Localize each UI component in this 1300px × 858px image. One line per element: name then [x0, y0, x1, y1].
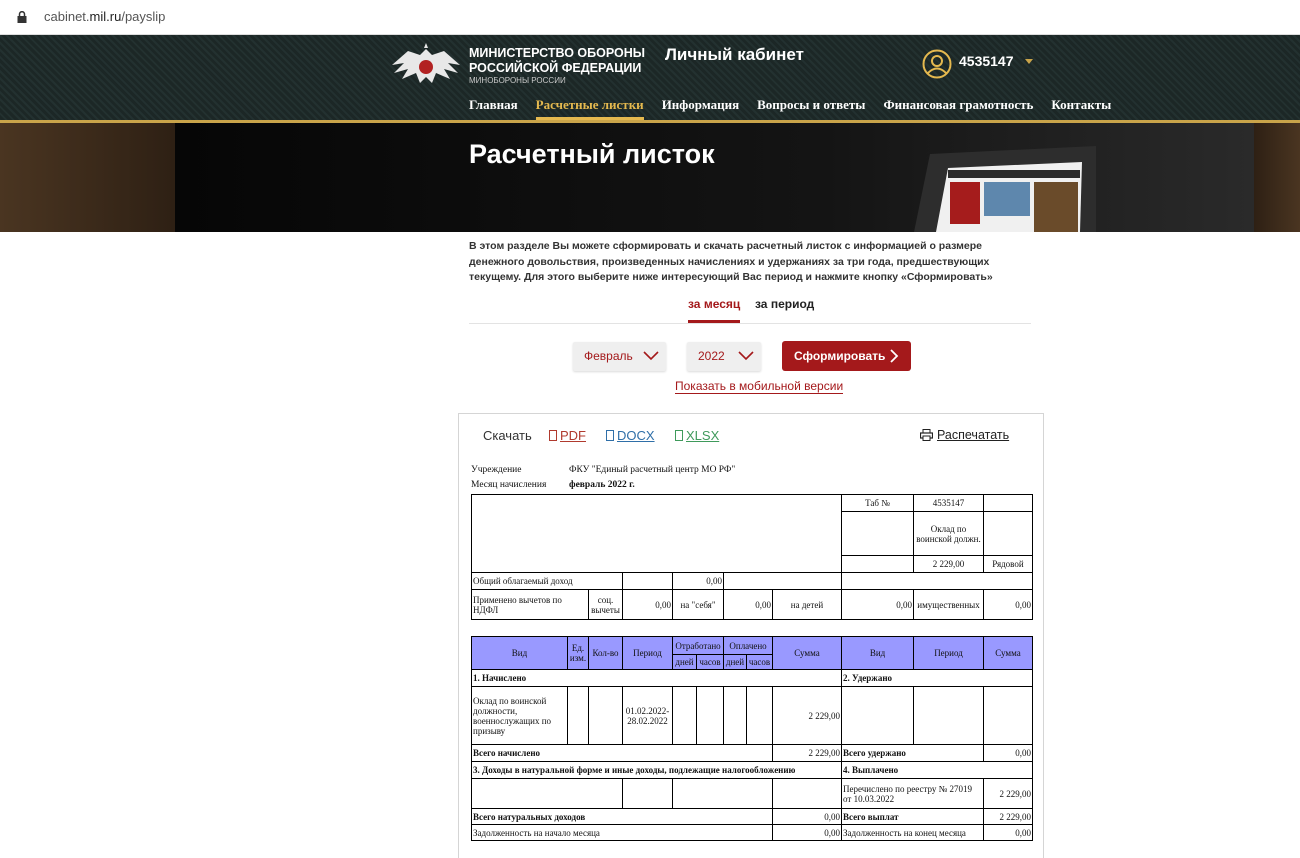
tab-month[interactable]: за месяц	[688, 297, 740, 323]
nav-financial-literacy[interactable]: Финансовая грамотность	[883, 97, 1034, 112]
tab-number: 4535147	[914, 495, 984, 512]
summary-table: Таб № 4535147 Оклад по воинской должн. 2 229,00 Рядовой Общий облагаемый доход 0,00 Применено вычетов по НДФЛ соц. вычеты 0,00 на "себя" 0,00 на детей 0,00 имущественных 0,00	[471, 494, 1033, 620]
payslip-document: Скачать PDF DOCX XLSX Распечатать Учреждение ФКУ "Единый расчетный центр МО РФ" Месяц начисления февраль 2022 г. Таб № 4535147 Оклад по воинской должн. 2 229,00 Рядовой Общий облагаемый доход 0,00 Применено вычетов по НДФЛ соц. вычеты 0,00 на "себя" 0,00 на детей 0,00 имущественных 0,00 Вид Ед. изм. Кол-во Период Отработано Оплачено Сумма Вид Период Сумма дней часов дней часов 1. Начислено 2. Удержано Оклад по воинской должности, военнослужащих по призыву 01.02.2022-28.02.2022 2 229,00 Всего начислено 2 229,00 Всего удержано 0,00 3. Доходы в натуральной форме и иные доходы, подлежащие налогообложению 4. Выплачено Перечислено по реестру № 27019 от 10.03.2022 2 229,00 Всего натуральных доходов 0,00 Всего выплат 2 229,00 Задолженность на начало месяца 0,00 Задолженность на конец месяца 0,00	[458, 413, 1044, 858]
accrual-kind: Оклад по воинской должности, военнослужащих по призыву	[472, 687, 568, 745]
chevron-right-icon	[889, 349, 899, 363]
generate-button[interactable]	[782, 341, 911, 371]
download-label: Скачать	[483, 428, 532, 443]
nav-faq[interactable]: Вопросы и ответы	[757, 97, 866, 112]
mobile-version-link[interactable]: Показать в мобильной версии	[675, 379, 844, 393]
intro-text: В этом разделе Вы можете сформировать и скачать расчетный листок с информацией о размере денежного довольствия, произведенных начислениях и удержаниях за три года, предшествующих текущему. Для этого выберите ниже интересующий Вас период и нажмите кнопку «Сформировать»	[469, 240, 993, 283]
printer-icon	[920, 429, 933, 441]
url-text[interactable]: cabinet.mil.ru/payslip	[44, 9, 166, 24]
laptop-illustration	[900, 146, 1100, 232]
main-nav	[469, 97, 1129, 119]
download-pdf-link[interactable]: PDF	[549, 428, 586, 443]
docx-file-icon	[606, 430, 614, 441]
eagle-emblem-icon[interactable]	[390, 43, 462, 91]
download-xlsx-link[interactable]: XLSX	[675, 428, 719, 443]
period-tabs	[469, 294, 1031, 324]
year-select[interactable]	[687, 342, 761, 371]
nav-home[interactable]: Главная	[469, 97, 518, 112]
user-avatar-icon[interactable]	[922, 49, 952, 79]
nav-payslips[interactable]: Расчетные листки	[536, 97, 644, 120]
month-select-value: Февраль	[584, 349, 633, 363]
xlsx-file-icon	[675, 430, 683, 441]
chevron-down-icon	[643, 351, 659, 361]
user-id[interactable]: 4535147	[959, 53, 1014, 69]
page-title: Расчетный листок	[469, 139, 715, 169]
nav-contacts[interactable]: Контакты	[1051, 97, 1112, 112]
site-header	[0, 35, 1300, 122]
cabinet-title: Личный кабинет	[665, 45, 804, 64]
address-bar[interactable]	[0, 0, 1300, 35]
pdf-file-icon	[549, 430, 557, 441]
accruals-table: Вид Ед. изм. Кол-во Период Отработано Оплачено Сумма Вид Период Сумма дней часов дней часов 1. Начислено 2. Удержано Оклад по воинской должности, военнослужащих по призыву 01.02.2022-28.02.2022 2 229,00 Всего начислено 2 229,00 Всего удержано 0,00 3. Доходы в натуральной форме и иные доходы, подлежащие налогообложению 4. Выплачено Перечислено по реестру № 27019 от 10.03.2022 2 229,00 Всего натуральных доходов 0,00 Всего выплат 2 229,00 Задолженность на начало месяца 0,00 Задолженность на конец месяца 0,00	[471, 636, 1033, 841]
tab-period[interactable]: за период	[755, 297, 815, 311]
ministry-logo-text[interactable]: МИНИСТЕРСТВО ОБОРОНЫ РОССИЙСКОЙ ФЕДЕРАЦИИ МИНОБОРОНЫ РОССИИ	[469, 46, 645, 85]
caret-down-icon[interactable]	[1025, 59, 1033, 64]
year-select-value: 2022	[698, 349, 725, 363]
lock-icon	[17, 11, 27, 23]
month-select[interactable]	[573, 342, 666, 371]
chevron-down-icon	[738, 351, 754, 361]
nav-info[interactable]: Информация	[661, 97, 740, 112]
generate-button-label: Сформировать	[794, 349, 886, 363]
download-docx-link[interactable]: DOCX	[606, 428, 655, 443]
print-button[interactable]: Распечатать	[920, 428, 1009, 442]
